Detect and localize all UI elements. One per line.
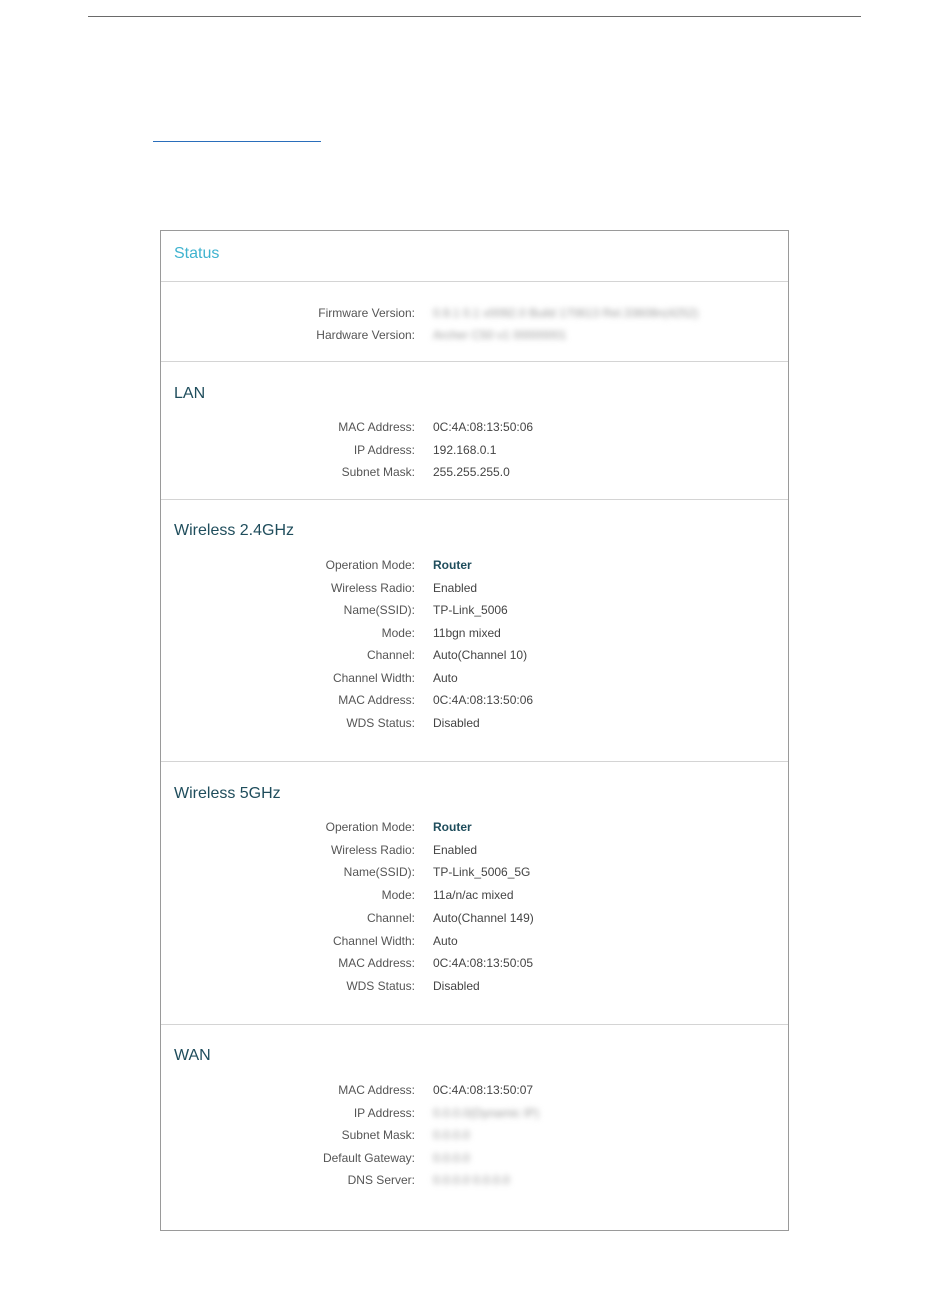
wireless5-row-label: Channel: xyxy=(366,910,415,925)
wan-row-label: DNS Server: xyxy=(347,1173,415,1188)
wan-row xyxy=(161,1151,788,1173)
wireless5-row xyxy=(161,911,788,933)
wan-row-value: 0.0.0.0 0.0.0.0 xyxy=(433,1173,510,1188)
hardware-row xyxy=(161,328,788,350)
wireless5-row-label: WDS Status: xyxy=(346,978,415,993)
lan-row xyxy=(161,420,788,442)
wireless5-row xyxy=(161,888,788,910)
lan-row-label: MAC Address: xyxy=(338,420,415,434)
wireless24-row-value: 0C:4A:08:13:50:06 xyxy=(433,693,534,707)
wireless5-row xyxy=(161,979,788,1001)
wireless5-row-value: Auto xyxy=(433,933,458,948)
hardware-label: Hardware Version: xyxy=(316,328,415,342)
wireless24-row xyxy=(161,581,788,603)
wireless5-row-label: Operation Mode: xyxy=(325,820,415,834)
wireless24-row-label: Channel Width: xyxy=(332,670,415,685)
wireless24-row-label: MAC Address: xyxy=(338,693,415,707)
wireless24-row-label: Mode: xyxy=(381,625,415,640)
wireless5-row-label: MAC Address: xyxy=(338,956,415,971)
wireless5-row-value: Enabled xyxy=(433,842,478,857)
wireless-24-section xyxy=(161,500,788,762)
wan-row-value: 0.0.0.0 xyxy=(433,1150,470,1165)
firmware-row xyxy=(161,306,788,328)
wan-row-label: Subnet Mask: xyxy=(341,1128,415,1143)
wan-row xyxy=(161,1083,788,1105)
wan-row xyxy=(161,1128,788,1150)
wireless24-row xyxy=(161,626,788,648)
status-header-section xyxy=(161,231,788,282)
wan-row-value: 0.0.0.0(Dynamic IP) xyxy=(433,1105,540,1120)
firmware-label: Firmware Version: xyxy=(318,306,415,320)
wan-row-value: 0.0.0.0 xyxy=(433,1128,470,1143)
wireless5-row-value: Auto(Channel 149) xyxy=(433,910,534,925)
wireless5-row-label: Channel Width: xyxy=(332,933,415,948)
wireless5-row xyxy=(161,820,788,842)
wireless5-row xyxy=(161,934,788,956)
firmware-value: 0.9.1 0.1 v0092.0 Build 170613 Rel.33608n(4252) xyxy=(433,306,699,320)
wireless5-row-label: Wireless Radio: xyxy=(330,842,415,857)
lan-title: LAN xyxy=(174,385,206,402)
wireless24-row-label: WDS Status: xyxy=(346,715,415,730)
wireless24-row-value: Disabled xyxy=(433,715,480,730)
wireless24-row xyxy=(161,648,788,670)
wireless24-row-label: Operation Mode: xyxy=(325,558,415,572)
wireless-5-title: Wireless 5GHz xyxy=(174,785,281,802)
wireless24-row-value: TP-Link_5006 xyxy=(433,603,508,617)
wireless5-row-label: Mode: xyxy=(381,888,415,903)
wan-row-value: 0C:4A:08:13:50:07 xyxy=(433,1083,534,1097)
link-underline xyxy=(153,141,321,142)
wan-row xyxy=(161,1173,788,1195)
wireless24-row-value: Enabled xyxy=(433,580,478,595)
status-title: Status xyxy=(174,245,220,262)
wireless24-row xyxy=(161,603,788,625)
wireless5-row-value: TP-Link_5006_5G xyxy=(433,865,531,880)
lan-section xyxy=(161,362,788,500)
wireless24-row-value: Auto xyxy=(433,670,458,685)
wireless5-row-value: Router xyxy=(433,820,472,834)
wan-row-label: Default Gateway: xyxy=(322,1150,415,1165)
wireless24-row-value: 11bgn mixed xyxy=(433,625,501,640)
wireless5-row xyxy=(161,956,788,978)
wan-section xyxy=(161,1025,788,1230)
lan-row-value: 192.168.0.1 xyxy=(433,442,497,457)
wireless5-row-value: 0C:4A:08:13:50:05 xyxy=(433,956,534,971)
wireless24-row-value: Router xyxy=(433,558,472,572)
wan-row xyxy=(161,1106,788,1128)
wireless24-row xyxy=(161,693,788,715)
wireless24-row xyxy=(161,716,788,738)
wan-row-label: IP Address: xyxy=(353,1105,415,1120)
wireless24-row-value: Auto(Channel 10) xyxy=(433,648,528,662)
lan-row-value: 255.255.255.0 xyxy=(433,465,510,479)
wireless24-row-label: Name(SSID): xyxy=(343,603,415,617)
wan-row-label: MAC Address: xyxy=(338,1083,415,1097)
page-top-rule xyxy=(88,16,861,17)
hardware-value: Archer C50 v1 00000001 xyxy=(433,328,567,342)
wireless5-row-label: Name(SSID): xyxy=(343,865,415,880)
wireless24-row-label: Channel: xyxy=(366,648,415,662)
lan-row-value: 0C:4A:08:13:50:06 xyxy=(433,420,534,434)
version-section xyxy=(161,282,788,362)
wireless5-row-value: 11a/n/ac mixed xyxy=(433,888,514,903)
wireless24-row xyxy=(161,558,788,580)
lan-row-label: Subnet Mask: xyxy=(341,465,415,479)
wireless24-row-label: Wireless Radio: xyxy=(330,580,415,595)
wan-title: WAN xyxy=(174,1047,211,1064)
wireless-5-section xyxy=(161,762,788,1025)
wireless5-row xyxy=(161,865,788,887)
wireless24-row xyxy=(161,671,788,693)
wireless-24-title: Wireless 2.4GHz xyxy=(174,522,295,539)
lan-row xyxy=(161,443,788,465)
wireless5-row-value: Disabled xyxy=(433,978,480,993)
wireless5-row xyxy=(161,843,788,865)
status-panel xyxy=(160,230,789,1231)
lan-row-label: IP Address: xyxy=(353,442,415,457)
lan-row xyxy=(161,465,788,487)
